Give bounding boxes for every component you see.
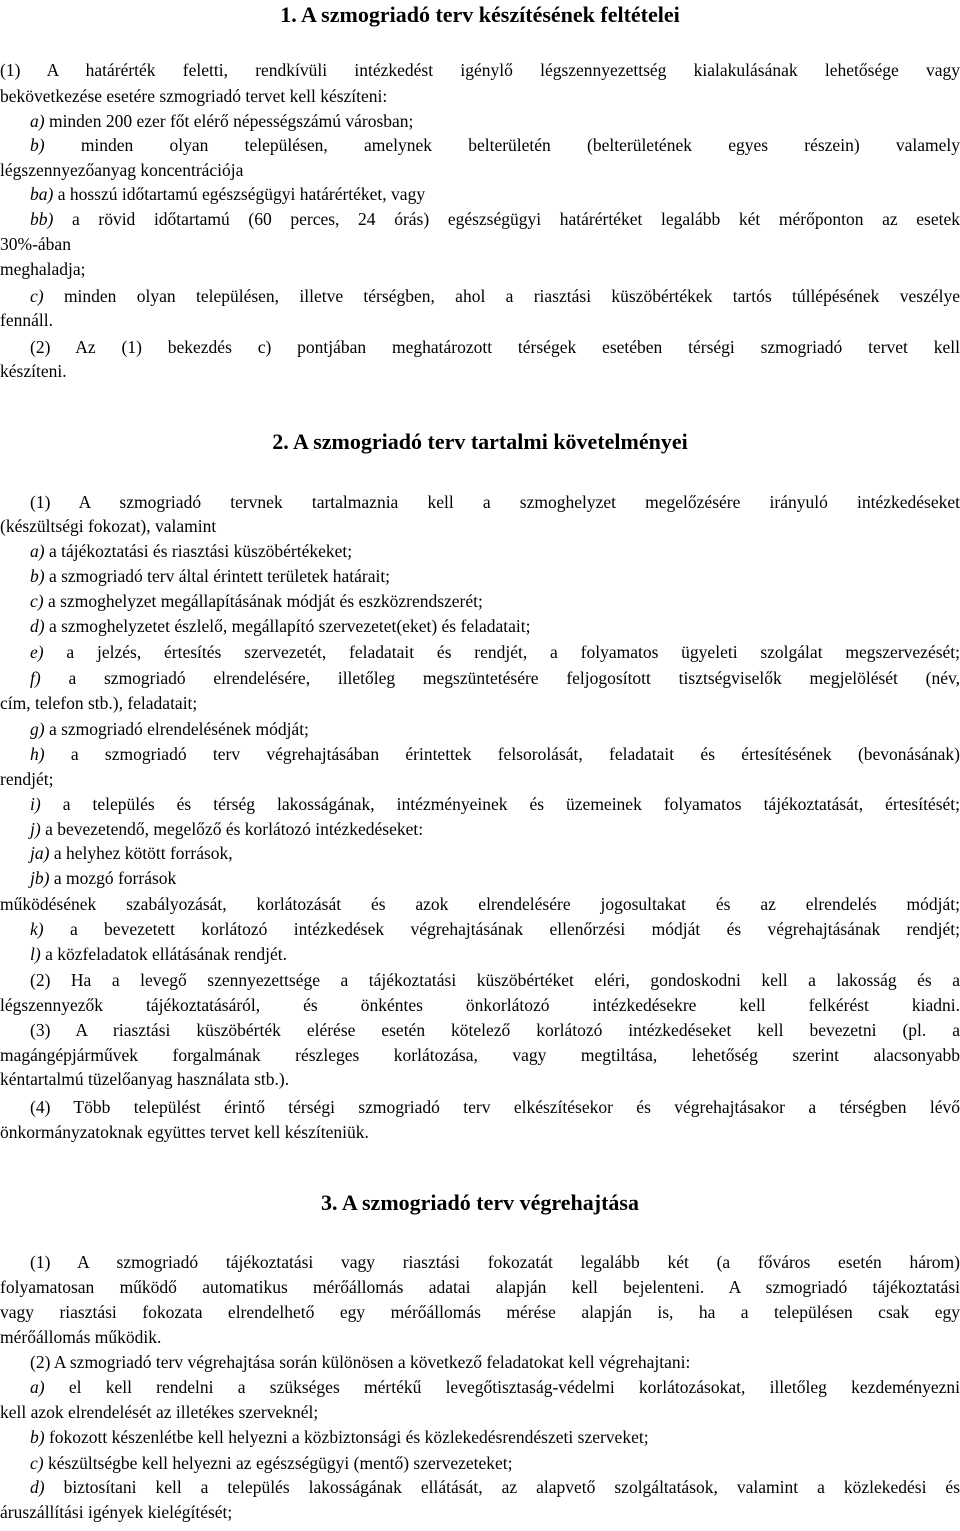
line-text: a rövid időtartamú (60 perces, 24 órás) egészségügyi határértéket legalább két mérőponton az esetek <box>71 209 960 229</box>
text-line <box>0 1068 960 1090</box>
text-line <box>30 134 960 156</box>
line-text: mérőállomás működik. <box>0 1327 162 1347</box>
section-heading: 1. A szmogriadó terv készítésének feltételei <box>280 2 680 27</box>
line-text: kéntartalmú tüzelőanyag használata stb.). <box>0 1069 290 1089</box>
text-line <box>30 1019 960 1041</box>
line-text: működésének szabályozását, korlátozását és azok elrendelésére jogosultakat és az elrendelés módját; <box>0 894 960 914</box>
list-marker: a) <box>30 1377 45 1397</box>
text-line <box>0 1401 960 1423</box>
line-text: a szmogriadó terv által érintett területek határait; <box>48 566 391 586</box>
list-marker: c) <box>30 1453 44 1473</box>
line-text: cím, telefon stb.), feladatait; <box>0 693 198 713</box>
line-text: a tájékoztatási és riasztási küszöbértékeket; <box>48 541 353 561</box>
line-text: a helyhez kötött források, <box>53 843 233 863</box>
section-heading: 3. A szmogriadó terv végrehajtása <box>321 1190 639 1215</box>
line-text: a szmoghelyzetet észlelő, megállapító szervezetet(eket) és feladatait; <box>48 616 531 636</box>
text-line <box>30 183 960 205</box>
line-text: biztosítani kell a település lakosságának ellátását, az alapvető szolgáltatások, valamint a közlekedési és <box>63 1477 960 1497</box>
text-line <box>30 590 960 612</box>
text-line <box>0 1301 960 1323</box>
text-line <box>30 667 960 689</box>
line-text: fennáll. <box>0 310 53 330</box>
list-marker: c) <box>30 286 44 306</box>
text-line <box>30 1096 960 1118</box>
text-line <box>0 1121 960 1143</box>
line-text: (2) Ha a levegő szennyezettsége a tájékoztatási küszöbértéket eléri, gondoskodni kell a lakosság és a <box>30 970 960 990</box>
text-line <box>30 491 960 513</box>
text-line <box>0 1044 960 1066</box>
list-marker: b) <box>30 135 45 155</box>
line-text: bekövetkezése esetére szmogriadó tervet kell készíteni: <box>0 86 388 106</box>
text-line <box>0 692 960 714</box>
text-line <box>0 515 960 537</box>
list-marker: c) <box>30 591 44 611</box>
list-marker: h) <box>30 744 45 764</box>
line-text: (2) Az (1) bekezdés c) pontjában meghatározott térségek esetében térségi szmogriadó tervet kell <box>30 337 960 357</box>
line-text: minden 200 ezer főt elérő népességszámú városban; <box>48 111 414 131</box>
text-line <box>30 565 960 587</box>
text-line <box>0 1501 960 1523</box>
line-text: meghaladja; <box>0 259 86 279</box>
list-marker: i) <box>30 794 41 814</box>
list-marker: e) <box>30 642 44 662</box>
text-line <box>0 1326 960 1348</box>
text-line <box>30 818 960 840</box>
text-line <box>0 233 960 255</box>
list-marker: j) <box>30 819 41 839</box>
text-line <box>0 309 960 331</box>
line-text: a szmogriadó terv végrehajtásában érintettek felsorolását, feladatait és értesítésének (bevonásának) <box>70 744 960 764</box>
text-line <box>30 918 960 940</box>
line-text: folyamatosan működő automatikus mérőállomás adatai alapján kell bejelenteni. A szmogriadó tájékoztatási <box>0 1277 960 1297</box>
list-marker: d) <box>30 616 45 636</box>
list-marker: ba) <box>30 184 54 204</box>
text-line <box>0 1276 960 1298</box>
list-marker: b) <box>30 1427 45 1447</box>
text-line <box>30 1376 960 1398</box>
line-text: (1) A szmogriadó tájékoztatási vagy riasztási fokozatát legalább két (a főváros esetén három) <box>30 1252 960 1272</box>
text-line <box>30 867 960 889</box>
line-text: készültségbe kell helyezni az egészségügyi (mentő) szervezeteket; <box>47 1453 513 1473</box>
line-text: a mozgó források <box>53 868 177 888</box>
text-line <box>30 793 960 815</box>
line-text: rendjét; <box>0 769 54 789</box>
text-line <box>30 1476 960 1498</box>
line-text: vagy riasztási fokozata elrendelhető egy mérőállomás mérése alapján is, ha a településen csak egy <box>0 1302 960 1322</box>
line-text: a közfeladatok ellátásának rendjét. <box>45 944 288 964</box>
text-line <box>30 540 960 562</box>
text-line <box>0 258 960 280</box>
text-line <box>30 285 960 307</box>
line-text: (1) A szmogriadó tervnek tartalmaznia kell a szmoghelyzet megelőzésére irányuló intézkedéseket <box>30 492 960 512</box>
text-line <box>30 641 960 663</box>
section-heading: 2. A szmogriadó terv tartalmi követelményei <box>272 429 688 454</box>
line-text: a bevezetendő, megelőző és korlátozó intézkedéseket: <box>45 819 424 839</box>
text-line <box>30 743 960 765</box>
text-line <box>30 1426 960 1448</box>
line-text: a hosszú időtartamú egészségügyi határértéket, vagy <box>57 184 426 204</box>
line-text: minden olyan településen, amelynek belterületén (belterületének egyes részein) valamely <box>80 135 960 155</box>
line-text: a szmogriadó elrendelésére, illetőleg megszüntetésére feljogosított tisztségviselők megjelölését (név, <box>68 668 960 688</box>
text-line <box>0 85 960 107</box>
line-text: magángépjárművek forgalmának részleges korlátozása, vagy megtiltása, lehetőség szerint alacsonyabb <box>0 1045 960 1065</box>
list-marker: bb) <box>30 209 54 229</box>
list-marker: jb) <box>30 868 50 888</box>
line-text: (2) A szmogriadó terv végrehajtása során különösen a következő feladatokat kell végrehajtani: <box>30 1352 691 1372</box>
list-marker: a) <box>30 541 45 561</box>
text-line <box>30 615 960 637</box>
list-marker: b) <box>30 566 45 586</box>
line-text: (1) A határérték feletti, rendkívüli intézkedést igénylő légszennyezettség kialakulásának lehetősége vagy <box>0 60 960 80</box>
text-line <box>30 110 960 132</box>
line-text: légszennyezők tájékoztatásáról, és önkéntes önkorlátozó intézkedésekre kell felkérést kiadni. <box>0 995 960 1015</box>
list-marker: k) <box>30 919 44 939</box>
line-text: minden olyan településen, illetve térségben, ahol a riasztási küszöbértékek tartós túllépésének veszélye <box>63 286 960 306</box>
line-text: a szmoghelyzet megállapításának módját és eszközrendszerét; <box>47 591 483 611</box>
line-text: készíteni. <box>0 361 67 381</box>
text-line <box>30 208 960 230</box>
text-line <box>0 159 960 181</box>
text-line <box>0 768 960 790</box>
text-line <box>0 360 960 382</box>
list-marker: a) <box>30 111 45 131</box>
text-line <box>30 1452 960 1474</box>
line-text: (4) Több települést érintő térségi szmogriadó terv elkészítésekor és végrehajtásakor a térségben lévő <box>30 1097 960 1117</box>
line-text: légszennyezőanyag koncentrációja <box>0 160 244 180</box>
line-text: (3) A riasztási küszöbérték elérése esetén kötelező korlátozó intézkedéseket kell bevezetni (pl. a <box>30 1020 960 1040</box>
text-line <box>30 943 960 965</box>
list-marker: d) <box>30 1477 45 1497</box>
line-text: el kell rendelni a szükséges mértékű levegőtisztaság-védelmi korlátozásokat, illetőleg kezdeményezni <box>68 1377 960 1397</box>
text-line <box>0 59 960 81</box>
text-line <box>30 718 960 740</box>
line-text: a szmogriadó elrendelésének módját; <box>48 719 309 739</box>
line-text: (készültségi fokozat), valamint <box>0 516 217 536</box>
line-text: a település és térség lakosságának, intézményeinek és üzemeinek folyamatos tájékoztatását, értesítését; <box>62 794 960 814</box>
line-text: áruszállítási igények kielégítését; <box>0 1502 233 1522</box>
line-text: a bevezetett korlátozó intézkedések végrehajtásának ellenőrzési módját és végrehajtásának rendjét; <box>69 919 960 939</box>
line-text: önkormányzatoknak együttes tervet kell készíteniük. <box>0 1122 369 1142</box>
text-line <box>30 1351 960 1373</box>
line-text: kell azok elrendelését az illetékes szerveknél; <box>0 1402 319 1422</box>
text-line <box>30 969 960 991</box>
text-line <box>0 893 960 915</box>
line-text: 30%-ában <box>0 234 71 254</box>
line-text: fokozott készenlétbe kell helyezni a közbiztonsági és közlekedésrendészeti szerveket; <box>48 1427 649 1447</box>
text-line <box>30 336 960 358</box>
list-marker: l) <box>30 944 41 964</box>
text-line <box>30 1251 960 1273</box>
text-line <box>0 994 960 1016</box>
text-line <box>30 842 960 864</box>
list-marker: f) <box>30 668 41 688</box>
line-text: a jelzés, értesítés szervezetét, feladatait és rendjét, a folyamatos ügyeleti szolgálat megszervezését; <box>66 642 960 662</box>
list-marker: ja) <box>30 843 50 863</box>
list-marker: g) <box>30 719 45 739</box>
